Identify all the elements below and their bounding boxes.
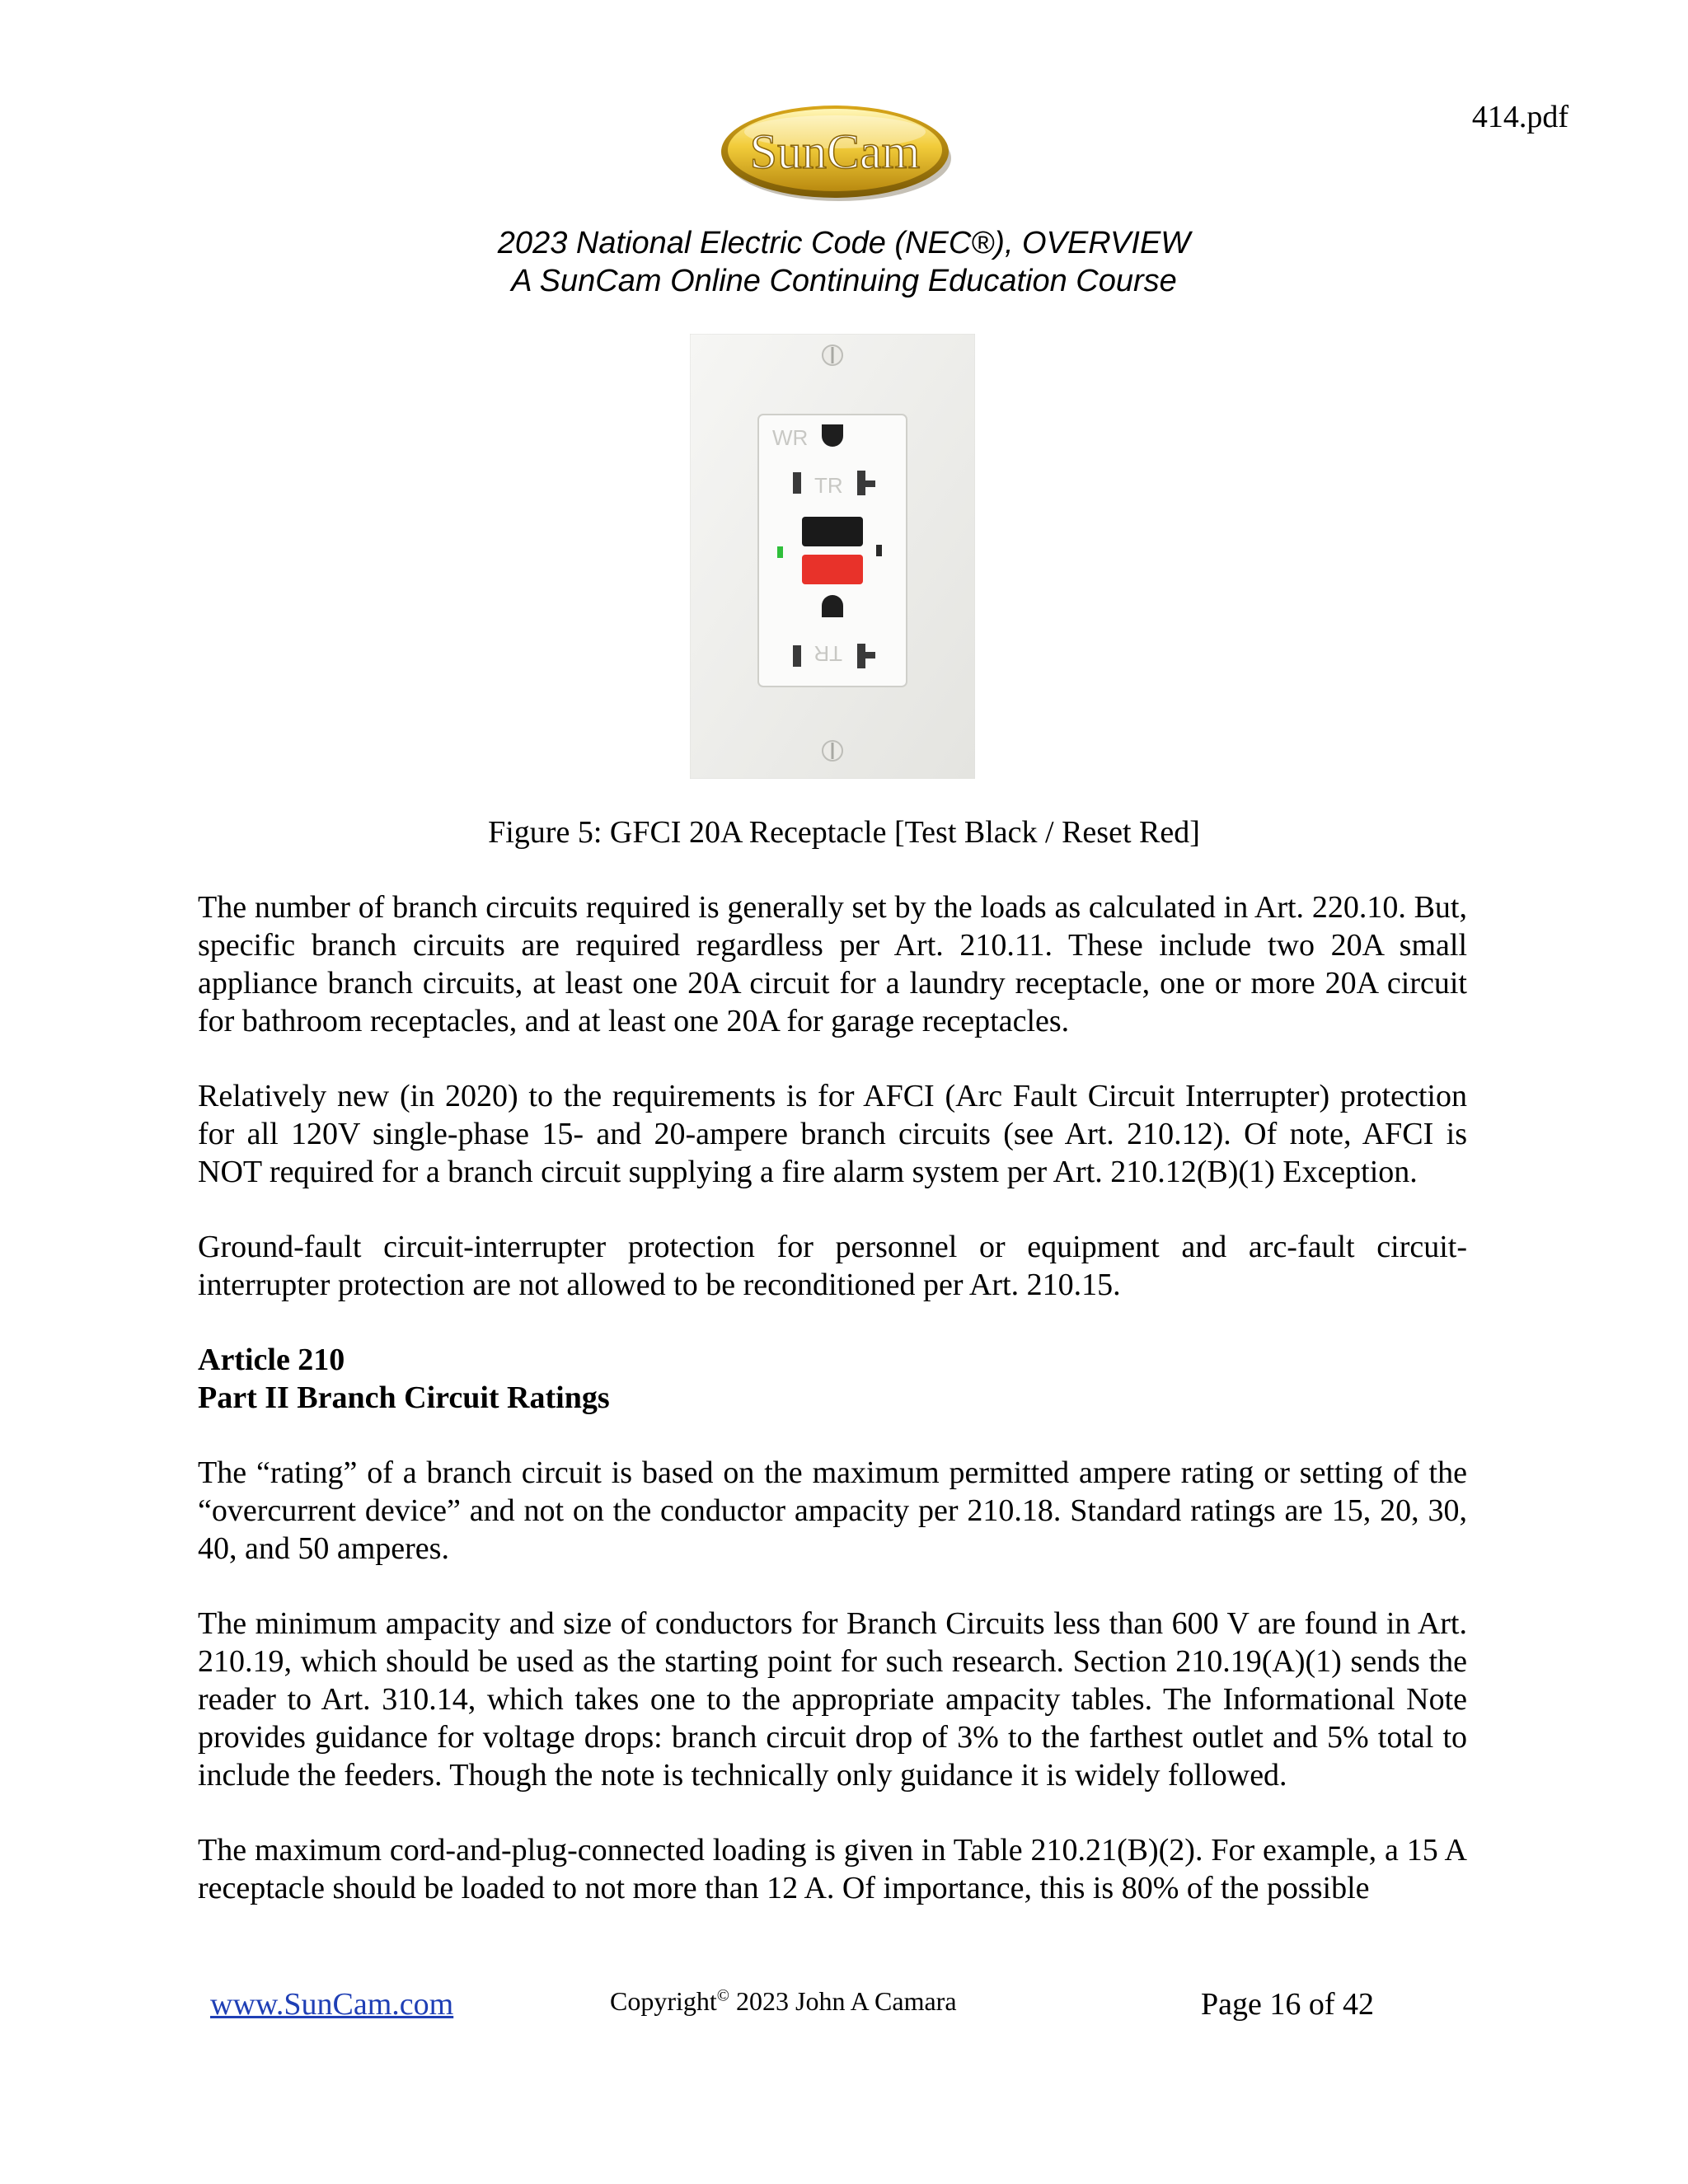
tr-label-upper: TR [814,473,843,498]
reset-button[interactable] [802,555,863,584]
copyright-owner: 2023 John A Camara [729,1986,957,2016]
top-screw-icon [823,345,842,365]
paragraph-afci: Relatively new (in 2020) to the requirements is for AFCI (Arc Fault Circuit Interrupter) protection for all 120V single-phase 15- and 20-ampere branch circuits (see Art. 210.12). Of note, AFCI is NOT required for a branch circuit supplying a fire alarm system per Art. 210.12(B)(1) Exception. [198,1079,1467,1189]
page-number: Page 16 of 42 [1201,1987,1375,2022]
bottom-screw-icon [823,741,842,761]
ground-slot-upper [822,424,843,447]
copyright-symbol: © [716,1986,729,2005]
indicator-light [777,546,783,558]
ground-slot-lower [822,595,843,617]
paragraph-gfci-recondition: Ground-fault circuit-interrupter protection for personnel or equipment and arc-fault circuit-interrupter protection are not allowed to be reconditioned per Art. 210.15. [198,1230,1467,1302]
figure-caption: Figure 5: GFCI 20A Receptacle [Test Black / Reset Red] [488,815,1200,850]
neutral-slot-lower [793,645,801,667]
course-title-line1: 2023 National Electric Code (NEC®), OVERVIEW [497,226,1191,260]
body-text [198,888,1467,1944]
paragraph-branch-circuits: The number of branch circuits required is generally set by the loads as calculated in Art. 220.10. But, specific branch circuits are required regardless per Art. 210.11. These include two 20A small appliance branch circuits, at least one 20A circuit for a laundry receptacle, one or more 20A circuit for bathroom receptacles, and at least one 20A for garage receptacles. [198,890,1467,1038]
neutral-slot-upper [793,472,801,494]
paragraph-ampacity: The minimum ampacity and size of conductors for Branch Circuits less than 600 V are found in Art. 210.19, which should be used as the starting point for such research. Section 210.19(A)(1) sends the reader to Art. 310.14, which takes one to the appropriate ampacity tables. The Informational Note provides guidance for voltage drops: branch circuit drop of 3% to the farthest outlet and 5% total to include the feeders. Though the note is technically only guidance it is widely followed. [198,1606,1467,1793]
wr-label: WR [772,425,809,450]
heading-part: Part II Branch Circuit Ratings [198,1380,610,1415]
logo-text: SunCam [749,124,921,179]
suncam-website-link[interactable]: www.SunCam.com [210,1987,454,2022]
paragraph-cord-loading: The maximum cord-and-plug-connected loading is given in Table 210.21(B)(2). For example, a 15 A receptacle should be loaded to not more than 12 A. Of importance, this is 80% of the possible [198,1833,1467,1905]
course-title-line2: A SunCam Online Continuing Education Course [511,264,1177,298]
suncam-logo [717,99,956,206]
section-heading [198,1341,1467,1417]
tr-label-lower: TR [814,641,842,666]
paragraph-rating: The “rating” of a branch circuit is based on the maximum permitted ampere rating or setting of the “overcurrent device” and not on the conductor ampacity per 210.18. Standard ratings are 15, 20, 30, 40, and 50 amperes. [198,1455,1467,1566]
copyright-notice [610,1986,957,2017]
gfci-receptacle-figure [690,334,975,779]
file-name: 414.pdf [1471,100,1568,134]
copyright-word: Copyright [610,1986,717,2016]
heading-article: Article 210 [198,1343,345,1377]
test-button[interactable] [802,517,863,546]
